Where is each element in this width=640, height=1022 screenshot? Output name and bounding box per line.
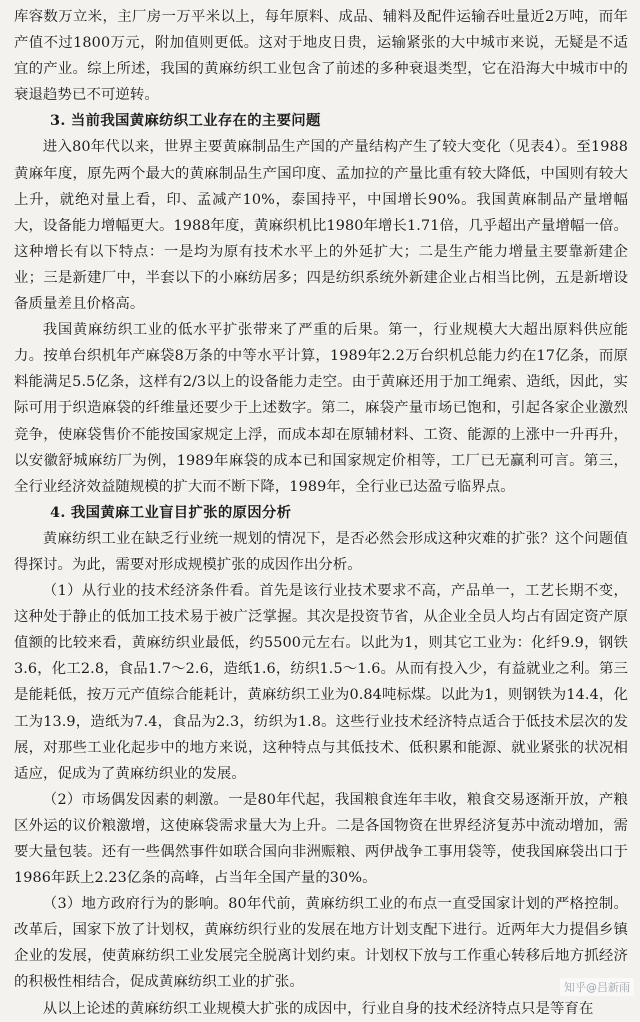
section-heading-4: 4. 我国黄麻工业盲目扩张的原因分析 (50, 503, 292, 521)
watermark: 知乎@吕新雨 (560, 978, 634, 996)
paragraph-consequences: 我国黄麻纺织工业的低水平扩张带来了严重的后果。第一，行业规模大大超出原料供应能力。按单台织机年产麻袋8万条的中等水平计算，1989年2.2万台织机总能力约在17亿条，而原料能满足5.5亿条，这样有2/3以上的设备能力走空。由于黄麻还用于加工绳索、造纸，因此，实际可用于织造麻袋的纤维量还要少于上述数字。第二，麻袋产量市场已饱和，引起各家企业激烈竞争，使麻袋售价不能按国家规定上浮，而成本却在原辅材料、工资、能源的上涨中一升再升，以安徽舒城麻纺厂为例，1989年麻袋的成本已和国家规定价相等，工厂已无赢利可言。第三，全行业经济效益随规模的扩大而不断下降，1989年，全行业已达盈亏临界点。 (14, 322, 628, 495)
paragraph-cause-1: （1）从行业的技术经济条件看。首先是该行业技术要求不高，产品单一，工艺长期不变，这种处于静止的低加工技术易于被广泛掌握。其次是投资节省，从企业全员人均占有固定资产原值额的比较来看，黄麻纺织业最低，约5500元左右。以此为1，则其它工业为：化纤9.9，钢铁3.6，化工2.8，食品1.7～2.6，造纸1.6，纺织1.5～1.6。从而有投入少，有益就业之利。第三是能耗低，按万元产值综合能耗计，黄麻纺织工业为0.84吨标煤。以此为1，则钢铁为14.4，化工为13.9，造纸为7.4，食品为2.3，纺织为1.8。这些行业技术经济特点适合于低技术层次的发展，对那些工业化起步中的地方来说，这种特点与其低技术、低积累和能源、就业紧张的状况相适应，促成为了黄麻纺织业的发展。 (14, 583, 628, 782)
section-heading-3: 3. 当前我国黄麻纺织工业存在的主要问题 (50, 112, 321, 130)
paragraph-cause-2: （2）市场偶发因素的刺激。一是80年代起，我国粮食连年丰收，粮食交易逐渐开放，产粮区外运的议价粮激增，这使麻袋需求量大为上升。二是各国物资在世界经济复苏中流动增加，需要大量包装。还有一些偶然事件如联合国向非洲赈粮、两伊战争工事用袋等，使我国麻袋出口于1986年跃上2.23亿条的高峰，占当年全国产量的30%。 (14, 791, 628, 887)
paragraph-cause-3: （3）地方政府行为的影响。80年代前，黄麻纺织工业的布点一直受国家计划的严格控制。改革后，国家下放了计划权，黄麻纺织行业的发展在地方计划支配下进行。近两年大力提倡乡镇企业的发展，使黄麻纺织工业发展完全脱离计划约束。计划权下放与工作重心转移后地方抓经济的积极性相结合，促成黄麻纺织工业的扩张。 (14, 896, 628, 991)
paragraph-conclusion: 从以上论述的黄麻纺织工业规模大扩张的成因中，行业自身的技术经济特点只是等育在 (42, 1000, 594, 1017)
paragraph-production-structure: 进入80年代以来，世界主要黄麻制品生产国的产量结构产生了较大变化（见表4）。至1988黄麻年度，原先两个最大的黄麻制品生产国印度、孟加拉的产量比重有较大降低，中国则有较大上升，就绝对量上看，印、孟减产10%，泰国持平，中国增长90%。我国黄麻制品产量增幅大，设备能力增幅更大。1988年度，黄麻织机比1980年增长1.71倍，几乎超出产量增幅一倍。这种增长有以下特点：一是均为原有技术水平上的外延扩大；二是生产能力增量主要靠新建企业；三是新建厂中，半套以下的小麻纺居多；四是纺织系统外新建企业占相当比例，五是新增设备质量差且价格高。 (14, 139, 628, 313)
paragraph-cause-intro: 黄麻纺织工业在缺乏行业统一规划的情况下，是否必然会形成这种灾难的扩张？这个问题值得探讨。为此，需要对形成规模扩张的成因作出分析。 (14, 530, 628, 573)
paragraph-continuation: 库容数万立米，主厂房一万平米以上，每年原料、成品、辅料及配件运输吞吐量近2万吨，而年产值不过1800万元，附加值则更低。这对于地皮日贵，运输紧张的大中城市来说，无疑是不适宜的产业。综上所述，我国的黄麻纺织工业包含了前述的多种衰退类型，它在沿海大中城市中的衰退趋势已不可逆转。 (14, 9, 628, 104)
